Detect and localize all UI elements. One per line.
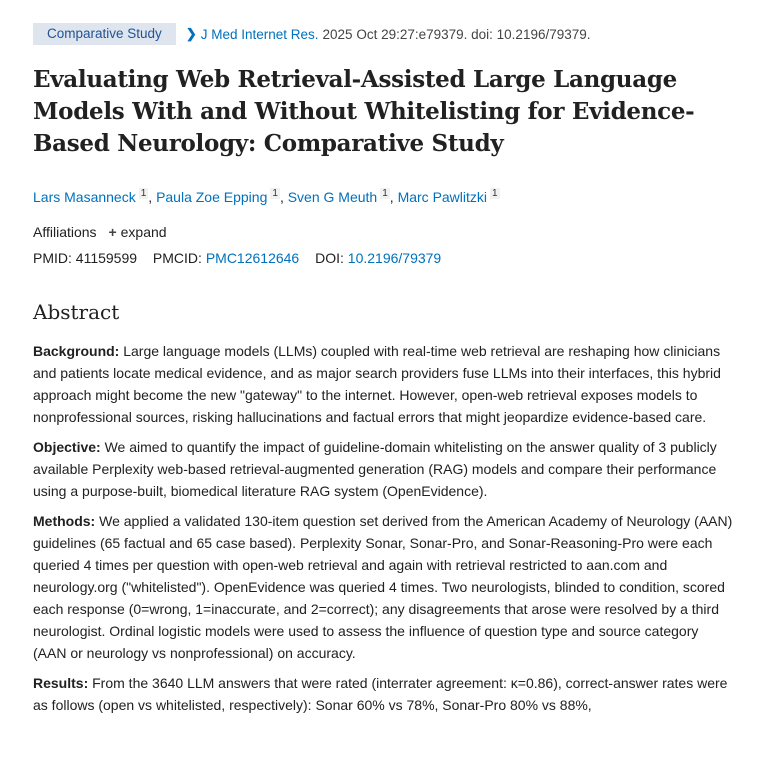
article-title: Evaluating Web Retrieval-Assisted Large Language Models With and Without Whitelisting for Evidence-Based Neurology: Comparative Study	[33, 66, 695, 157]
abstract-methods	[33, 510, 733, 664]
section-text: We applied a validated 130-item question set derived from the American Academy of Neurology (AAN) guidelines (65 factual and 65 case based). Perplexity Sonar, Sonar-Pro, and Sonar-Reasoning-Pro were each queried 4 times per question with open-web retrieval and again with retrieval restricted to aan.com and neurology.org ("whitelisted"). OpenEvidence was queried 4 times. Two neurologists, blinded to condition, scored each response (0=wrong, 1=inaccurate, and 2=correct); any disagreements that arose were resolved by a third neurologist. Ordinal logistic models were used to assess the influence of question type and source category (AAN or neurology vs nonprofessional) on accuracy.	[33, 513, 733, 661]
author-list	[33, 189, 500, 205]
citation-row	[33, 23, 591, 45]
abstract-body	[33, 340, 733, 724]
affiliation-ref[interactable]: 1	[140, 188, 147, 199]
author-separator: ,	[148, 189, 153, 205]
section-text: Large language models (LLMs) coupled with real-time web retrieval are reshaping how clinicians and patients locate medical evidence, and as major search providers fuse LLMs into their interfaces, this hybrid approach might become the new "gateway" to the internet. However, open-web retrieval exposes models to nonprofessional sources, risking hallucinations and factual errors that might jeopardize evidence-based care.	[33, 343, 721, 425]
section-text: We aimed to quantify the impact of guideline-domain whitelisting on the answer quality of 3 publicly available Perplexity web-based retrieval-augmented generation (RAG) models and compare their performance using a purpose-built, biomedical literature RAG system (OpenEvidence).	[33, 439, 717, 499]
doi-link[interactable]: 10.2196/79379	[347, 250, 442, 266]
section-label: Methods:	[33, 513, 96, 529]
pmid-value: 41159599	[75, 250, 138, 266]
publication-type-badge[interactable]: Comparative Study	[33, 23, 176, 45]
author-link[interactable]: Sven G Meuth	[287, 189, 378, 205]
author-link[interactable]: Paula Zoe Epping	[156, 189, 268, 205]
affiliations-label: Affiliations	[33, 224, 97, 240]
chevron-right-icon[interactable]: ❯	[185, 26, 197, 41]
citation-details: 2025 Oct 29:27:e79379. doi: 10.2196/79379.	[322, 26, 591, 42]
affiliations-row	[33, 224, 167, 240]
plus-icon: +	[108, 224, 117, 240]
abstract-results	[33, 672, 733, 716]
author-separator: ,	[279, 189, 284, 205]
section-label: Results:	[33, 675, 89, 691]
section-text: From the 3640 LLM answers that were rated (interrater agreement: κ=0.86), correct-answer rates were as follows (open vs whitelisted, respectively): Sonar 60% vs 78%, Sonar-Pro 80% vs 88%,	[33, 675, 728, 713]
affiliation-ref[interactable]: 1	[492, 188, 498, 199]
abstract-heading: Abstract	[33, 300, 120, 324]
expand-affiliations-button[interactable]	[108, 224, 166, 240]
pmid-label: PMID:	[33, 250, 72, 266]
section-label: Background:	[33, 343, 120, 359]
affiliation-ref[interactable]: 1	[272, 188, 278, 199]
abstract-objective	[33, 436, 733, 502]
author-link[interactable]: Marc Pawlitzki	[397, 189, 488, 205]
abstract-background	[33, 340, 733, 428]
doi-label: DOI:	[315, 250, 344, 266]
journal-link[interactable]: J Med Internet Res.	[200, 26, 319, 42]
expand-label: expand	[120, 224, 167, 240]
affiliation-ref[interactable]: 1	[382, 188, 388, 199]
section-label: Objective:	[33, 439, 101, 455]
author-link[interactable]: Lars Masanneck	[33, 189, 136, 205]
identifiers-row	[33, 250, 441, 266]
pmcid-link[interactable]: PMC12612646	[205, 250, 300, 266]
pmcid-label: PMCID:	[152, 250, 202, 266]
author-separator: ,	[389, 189, 394, 205]
